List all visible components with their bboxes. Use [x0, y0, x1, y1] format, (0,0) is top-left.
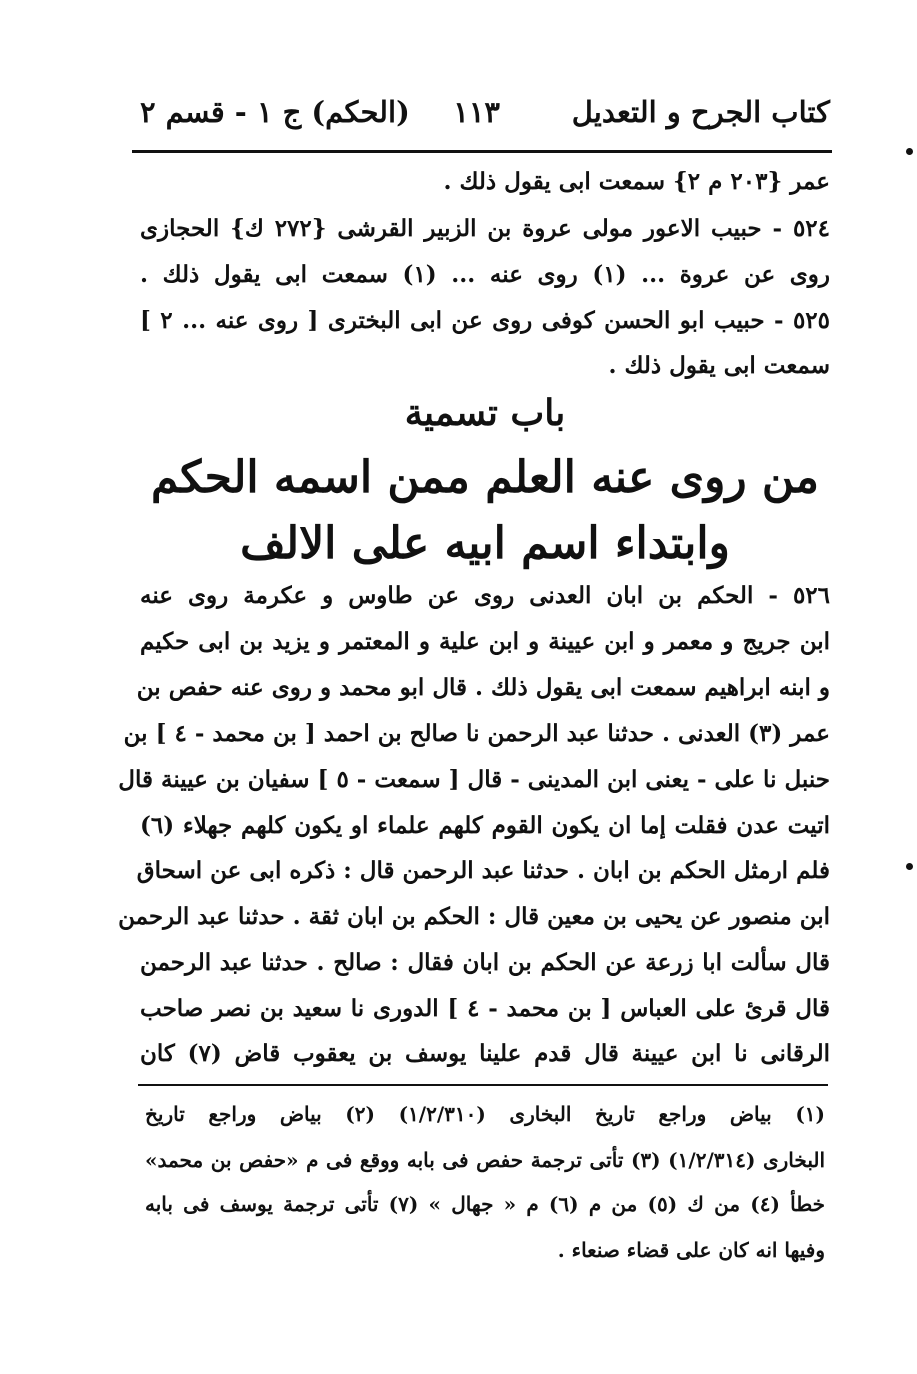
section-label: (الحكم) ج ١ - قسم ٢	[140, 95, 410, 129]
chapter-title-line: باب تسمية	[404, 392, 566, 434]
page-number: ١١٣	[453, 95, 500, 129]
running-header	[140, 95, 830, 143]
entry-line: عمر {٢٠٣ م ٢} سمعت ابى يقول ذلك .	[443, 168, 830, 195]
body-line: عمر (٣) العدنى . حدثنا عبد الرحمن نا صالح بن احمد [ بن محمد - ٤ ] بن	[123, 720, 830, 747]
body-line: ابن منصور عن يحيى بن معين قال : الحكم بن ابان ثقة . حدثنا عبد الرحمن	[118, 903, 830, 930]
header-rule	[132, 150, 832, 153]
body-line: قال سألت ابا زرعة عن الحكم بن ابان فقال : صالح . حدثنا عبد الرحمن	[140, 949, 830, 976]
chapter-title-line: وابتداء اسم ابيه على الالف	[240, 518, 730, 569]
footnote-line: البخارى (١/٢/٣١٤) (٣) تأتى ترجمة حفص فى بابه ووقع فى م «حفص بن محمد»	[145, 1148, 825, 1172]
binding-hole-mark	[906, 863, 913, 870]
body-line: فلم ارمثل الحكم بن ابان . حدثنا عبد الرحمن قال : ذكره ابى عن اسحاق	[136, 857, 830, 884]
body-line: و ابنه ابراهيم سمعت ابى يقول ذلك . قال ابو محمد و روى عنه حفص بن	[136, 674, 830, 701]
chapter-title-line: من روى عنه العلم ممن اسمه الحكم	[151, 452, 819, 503]
body-line: قال قرئ على العباس [ بن محمد - ٤ ] الدورى نا سعيد بن نصر صاحب	[140, 995, 830, 1022]
entry-line: روى عن عروة ... (١) روى عنه ... (١) سمعت ابى يقول ذلك .	[140, 261, 831, 288]
body-line: حنبل نا على - يعنى ابن المدينى - قال [ سمعت - ٥ ] سفيان بن عيينة قال	[118, 766, 830, 793]
body-line: الرقانى نا ابن عيينة قال قدم علينا يوسف بن يعقوب قاض (٧) كان	[140, 1040, 830, 1067]
entry-line: ٥٢٥ - حبيب ابو الحسن كوفى روى عن ابى البخترى [ روى عنه ... ٢ ]	[140, 307, 830, 334]
binding-hole-mark	[906, 148, 913, 155]
body-line: اتيت عدن فقلت إما ان يكون القوم كلهم علماء او يكون كلهم جهلاء (٦)	[140, 812, 830, 839]
entry-line: ٥٢٤ - حبيب الاعور مولى عروة بن الزبير القرشى {٢٧٢ ك} الحجازى	[140, 215, 830, 242]
book-title: كتاب الجرح و التعديل	[571, 95, 830, 129]
entry-line: سمعت ابى يقول ذلك .	[608, 352, 830, 379]
footnote-line: (١) بياض وراجع تاريخ البخارى (١/٢/٣١٠) (٢) بياض وراجع تاريخ	[145, 1102, 826, 1126]
body-line: ٥٢٦ - الحكم بن ابان العدنى روى عن طاوس و عكرمة روى عنه	[140, 582, 830, 609]
body-line: ابن جريج و معمر و ابن عيينة و ابن علية و المعتمر و يزيد بن ابى حكيم	[140, 628, 830, 655]
footnote-rule	[138, 1084, 828, 1086]
footnote-line: خطأ (٤) من ك (٥) من م (٦) م « جهال » (٧) تأتى ترجمة يوسف فى بابه	[145, 1192, 825, 1216]
footnote-line: وفيها انه كان على قضاء صنعاء .	[557, 1238, 825, 1262]
